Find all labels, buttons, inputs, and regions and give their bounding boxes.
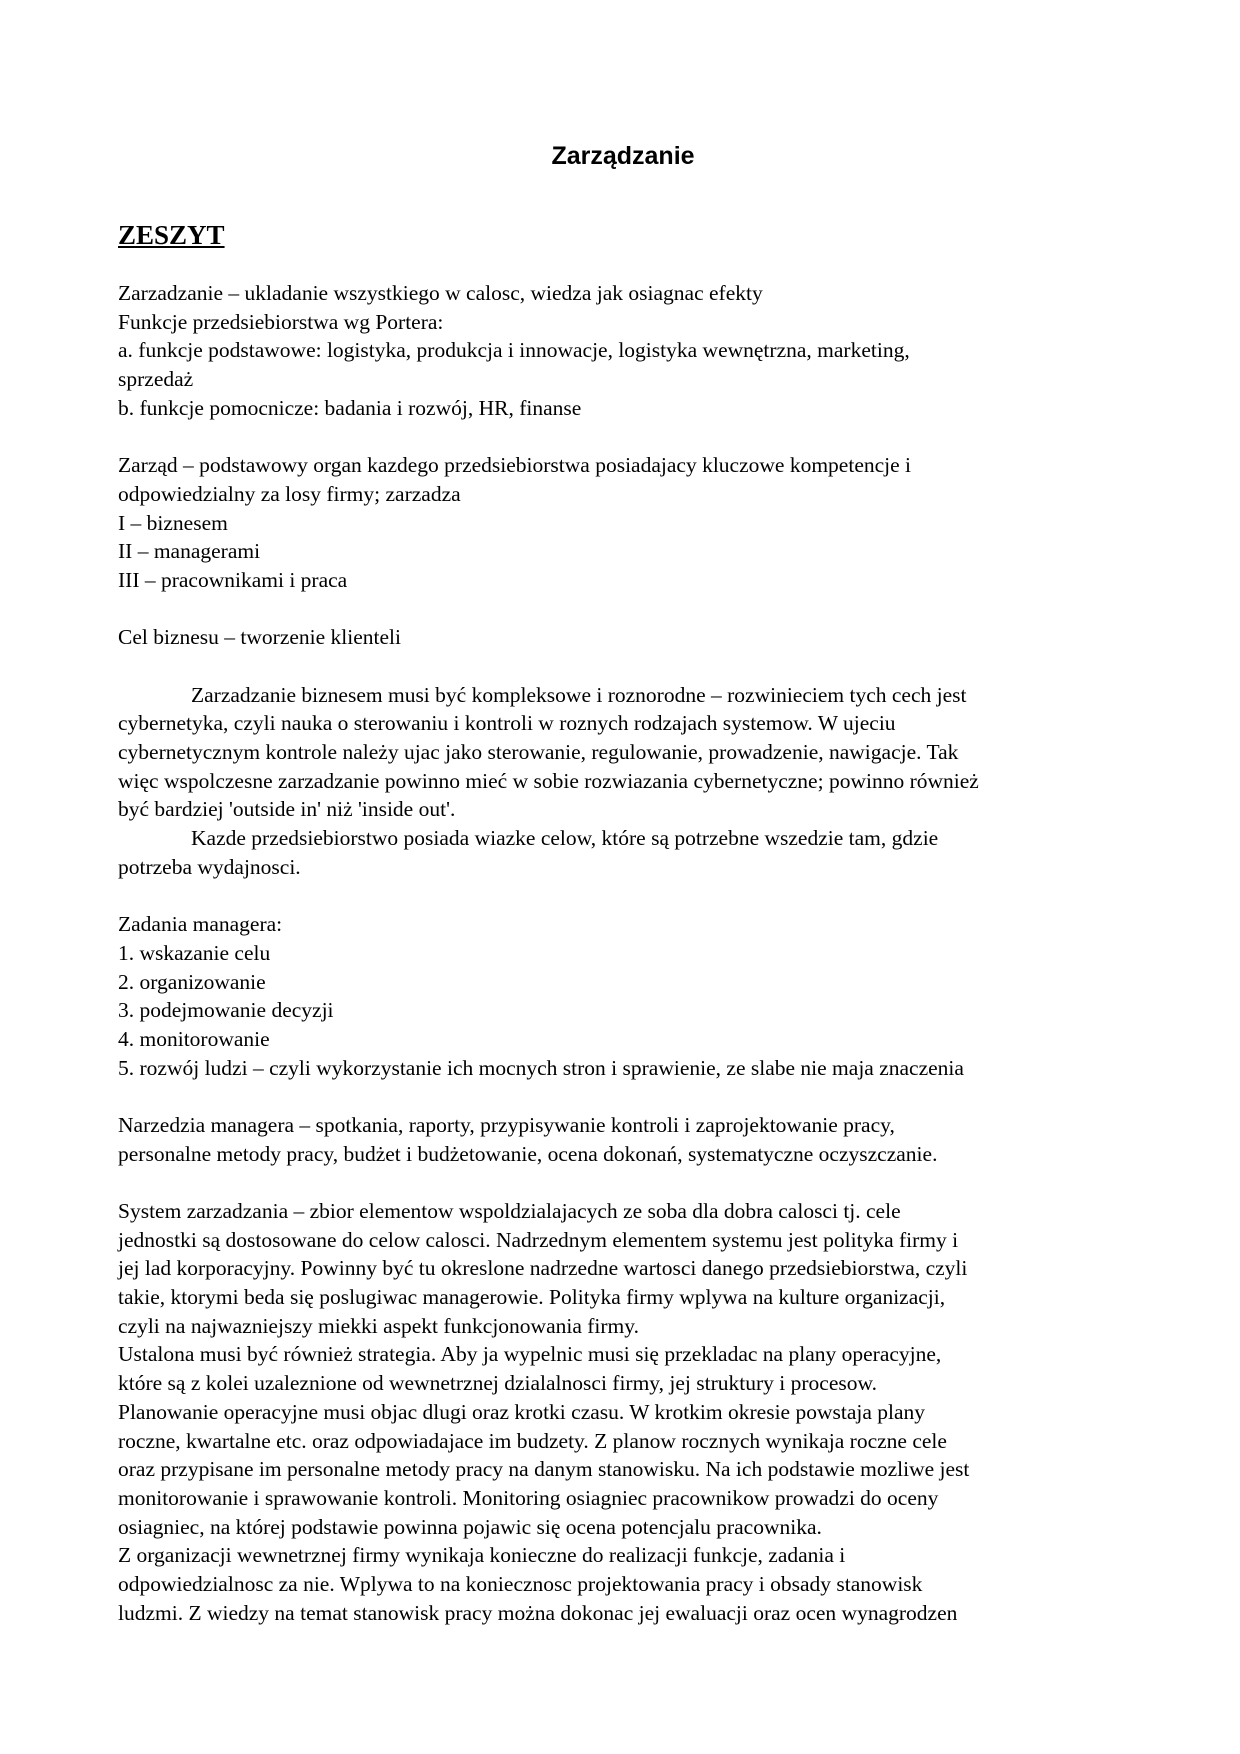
- text-line: Zarzadzanie biznesem musi być kompleksowe i roznorodne – rozwinieciem tych cech jest: [191, 682, 967, 707]
- text-line: monitorowanie i sprawowanie kontroli. Monitoring osiagniec pracownikow prowadzi do oceny: [118, 1485, 939, 1510]
- text-line: jednostki są dostosowane do celow calosci. Nadrzednym elementem systemu jest polityka firmy i: [118, 1227, 959, 1252]
- text-line: a. funkcje podstawowe: logistyka, produkcja i innowacje, logistyka wewnętrzna, marketing,: [118, 338, 910, 363]
- text-line: oraz przypisane im personalne metody pracy na danym stanowisku. Na ich podstawie mozliwe jest: [118, 1457, 970, 1482]
- text-line: I – biznesem: [118, 510, 228, 535]
- text-line: cybernetyka, czyli nauka o sterowaniu i kontroli w roznych rodzajach systemow. W ujeciu: [118, 711, 896, 736]
- text-line: II – managerami: [118, 539, 261, 564]
- blank-line: [118, 652, 1128, 681]
- text-line: Cel biznesu – tworzenie klienteli: [118, 625, 401, 650]
- text-line: odpowiedzialny za losy firmy; zarzadza: [118, 481, 461, 506]
- document-body: [118, 279, 1128, 1627]
- text-line: III – pracownikami i praca: [118, 567, 348, 592]
- text-line: System zarzadzania – zbior elementow wspoldzialajacych ze soba dla dobra calosci tj. cele: [118, 1199, 901, 1223]
- text-line: takie, ktorymi beda się poslugiwac managerowie. Polityka firmy wplywa na kulture organizacji,: [118, 1285, 946, 1310]
- text-line: Planowanie operacyjne musi objac dlugi oraz krotki czasu. W krotkim okresie powstaja plany: [118, 1399, 926, 1424]
- text-line: 5. rozwój ludzi – czyli wykorzystanie ich mocnych stron i sprawienie, ze slabe nie maja znaczenia: [118, 1055, 964, 1080]
- text-line: ludzmi. Z wiedzy na temat stanowisk pracy można dokonac jej ewaluacji oraz ocen wynagrodzen: [118, 1600, 958, 1625]
- text-line: być bardziej 'outside in' niż 'inside out'.: [118, 797, 456, 822]
- text-line: 2. organizowanie: [118, 969, 266, 994]
- text-line: Kazde przedsiebiorstwo posiada wiazke celow, które są potrzebne wszedzie tam, gdzie: [191, 826, 939, 851]
- text-line: Narzedzia managera – spotkania, raporty, przypisywanie kontroli i zaprojektowanie pracy,: [118, 1112, 895, 1137]
- text-line: Funkcje przedsiebiorstwa wg Portera:: [118, 309, 444, 334]
- document-title: Zarządzanie: [551, 142, 695, 170]
- text-line: Zarząd – podstawowy organ kazdego przedsiebiorstwa posiadajacy kluczowe kompetencje i: [118, 453, 912, 478]
- blank-line: [118, 595, 1128, 624]
- text-line: 1. wskazanie celu: [118, 940, 271, 965]
- text-line: więc wspolczesne zarzadzanie powinno mieć w sobie rozwiazania cybernetyczne; powinno również: [118, 768, 979, 793]
- text-line: Zadania managera:: [118, 912, 283, 937]
- blank-line: [118, 1168, 1128, 1197]
- text-line: Z organizacji wewnetrznej firmy wynikaja konieczne do realizacji funkcje, zadania i: [118, 1543, 846, 1568]
- blank-line: [118, 1082, 1128, 1111]
- text-line: czyli na najwazniejszy miekki aspekt funkcjonowania firmy.: [118, 1313, 639, 1338]
- text-line: roczne, kwartalne etc. oraz odpowiadajace im budzety. Z planow rocznych wynikaja roczne cele: [118, 1428, 947, 1453]
- text-line: b. funkcje pomocnicze: badania i rozwój, HR, finanse: [118, 395, 582, 420]
- text-line: Ustalona musi być również strategia. Aby ja wypelnic musi się przekladac na plany operacyjne,: [118, 1342, 942, 1367]
- text-line: personalne metody pracy, budżet i budżetowanie, ocena dokonań, systematyczne oczyszczanie.: [118, 1141, 938, 1166]
- text-line: potrzeba wydajnosci.: [118, 854, 301, 879]
- text-line: Zarzadzanie – ukladanie wszystkiego w calosc, wiedza jak osiagnac efekty: [118, 281, 763, 305]
- text-line: które są z kolei uzaleznione od wewnetrznej dzialalnosci firmy, jej struktury i procesow.: [118, 1371, 877, 1396]
- text-line: 3. podejmowanie decyzji: [118, 998, 334, 1023]
- text-line: jej lad korporacyjny. Powinny być tu okreslone nadrzedne wartosci danego przedsiebiorstwa, czyli: [118, 1256, 968, 1281]
- text-line: sprzedaż: [118, 367, 194, 392]
- blank-line: [118, 881, 1128, 910]
- text-line: 4. monitorowanie: [118, 1026, 270, 1051]
- text-line: cybernetycznym kontrole należy ujac jako sterowanie, regulowanie, prowadzenie, nawigacje. Tak: [118, 740, 959, 764]
- blank-line: [118, 422, 1128, 451]
- text-line: osiagniec, na której podstawie powinna pojawic się ocena potencjalu pracownika.: [118, 1514, 822, 1539]
- text-line: odpowiedzialnosc za nie. Wplywa to na koniecznosc projektowania pracy i obsady stanowisk: [118, 1571, 923, 1596]
- section-heading: ZESZYT: [118, 220, 225, 250]
